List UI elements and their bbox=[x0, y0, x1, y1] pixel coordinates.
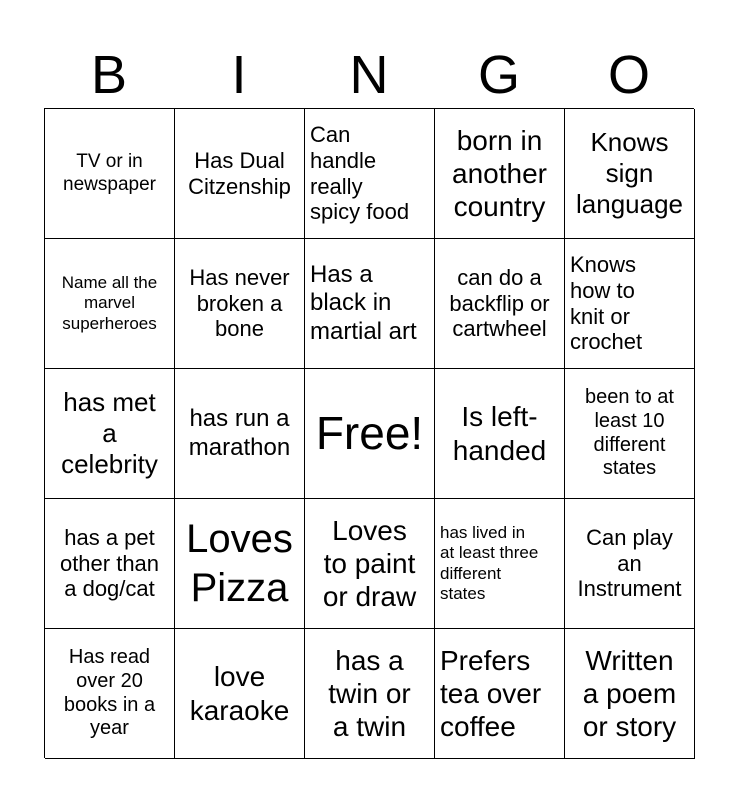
header-letter-g: G bbox=[477, 45, 520, 105]
cell-text: love karaoke bbox=[189, 661, 290, 726]
bingo-cell[interactable] bbox=[565, 629, 695, 759]
bingo-cell[interactable] bbox=[175, 109, 305, 239]
bingo-cell[interactable] bbox=[565, 239, 695, 369]
cell-text: Prefers tea over coffee bbox=[440, 644, 542, 743]
cell-text: born in another country bbox=[452, 124, 547, 223]
cell-text: TV or in newspaper bbox=[63, 151, 156, 195]
bingo-cell[interactable] bbox=[305, 629, 435, 759]
cell-text: Knows how to knit or crochet bbox=[570, 251, 643, 355]
bingo-cell[interactable] bbox=[565, 369, 695, 499]
bingo-cell[interactable] bbox=[45, 499, 175, 629]
cell-text: has a twin or a twin bbox=[328, 644, 411, 743]
cell-text: Written a poem or story bbox=[582, 644, 677, 743]
cell-text: Can play an Instrument bbox=[577, 524, 682, 602]
cell-text: has met a celebrity bbox=[61, 387, 158, 479]
cell-text: Loves Pizza bbox=[186, 516, 293, 610]
bingo-cell[interactable] bbox=[45, 629, 175, 759]
free-space[interactable] bbox=[305, 369, 435, 499]
cell-text: Knows sign language bbox=[576, 127, 683, 219]
bingo-board bbox=[44, 108, 694, 758]
header-letter-b: B bbox=[90, 45, 128, 105]
bingo-cell[interactable] bbox=[175, 629, 305, 759]
bingo-cell[interactable] bbox=[175, 499, 305, 629]
cell-text: has lived in at least three different states bbox=[440, 523, 539, 603]
free-space-text: Free! bbox=[315, 407, 424, 460]
bingo-cell[interactable] bbox=[45, 369, 175, 499]
bingo-cell[interactable] bbox=[305, 499, 435, 629]
cell-text: Loves to paint or draw bbox=[322, 514, 417, 613]
bingo-cell[interactable] bbox=[435, 239, 565, 369]
bingo-cell[interactable] bbox=[435, 499, 565, 629]
cell-text: Name all the marvel superheroes bbox=[61, 273, 158, 333]
cell-text: Is left- handed bbox=[452, 401, 547, 466]
bingo-cell[interactable] bbox=[435, 369, 565, 499]
bingo-cell[interactable] bbox=[305, 109, 435, 239]
bingo-cell[interactable] bbox=[175, 369, 305, 499]
header-letter-i: I bbox=[231, 45, 247, 105]
bingo-cell[interactable] bbox=[45, 239, 175, 369]
header-letter-n: N bbox=[349, 45, 389, 105]
cell-text: Can handle really spicy food bbox=[310, 121, 410, 225]
bingo-cell[interactable] bbox=[45, 109, 175, 239]
bingo-cell[interactable] bbox=[565, 109, 695, 239]
cell-text: Has Dual Citzenship bbox=[188, 147, 291, 199]
bingo-cell[interactable] bbox=[435, 109, 565, 239]
cell-text: Has read over 20 books in a year bbox=[63, 646, 156, 740]
header-letter-o: O bbox=[607, 45, 650, 105]
cell-text: has a pet other than a dog/cat bbox=[59, 524, 160, 602]
cell-text: can do a backflip or cartwheel bbox=[449, 264, 550, 342]
bingo-cell[interactable] bbox=[565, 499, 695, 629]
cell-text: Has never broken a bone bbox=[189, 264, 290, 342]
cell-text: Has a black in martial art bbox=[310, 261, 417, 345]
bingo-cell[interactable] bbox=[175, 239, 305, 369]
bingo-header bbox=[44, 44, 694, 106]
cell-text: been to at least 10 different states bbox=[585, 386, 674, 480]
bingo-cell[interactable] bbox=[435, 629, 565, 759]
cell-text: has run a marathon bbox=[188, 405, 291, 461]
bingo-cell[interactable] bbox=[305, 239, 435, 369]
